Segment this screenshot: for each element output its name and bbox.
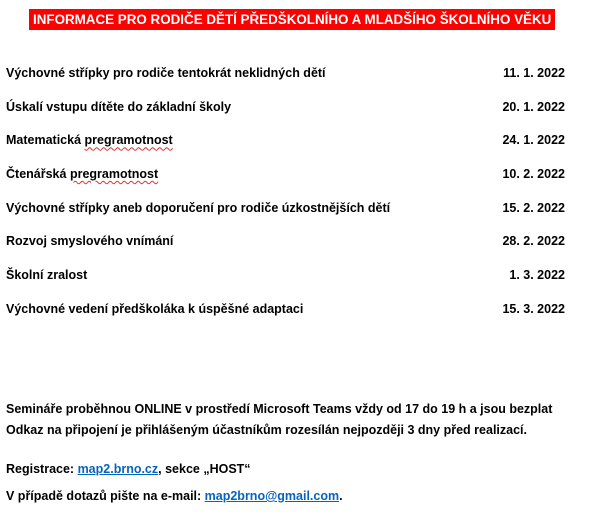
- seminar-date: 10. 2. 2022: [502, 167, 565, 182]
- info-paragraph: [6, 399, 600, 441]
- seminar-date: 15. 2. 2022: [502, 200, 565, 215]
- seminar-topic: Výchovné střípky aneb doporučení pro rodiče úzkostnějších dětí: [6, 200, 391, 215]
- registration-label: Registrace:: [6, 462, 78, 476]
- spellcheck-flagged-word: pregramotnost: [84, 133, 173, 148]
- info-line: Semináře proběhnou ONLINE v prostředí Microsoft Teams vždy od 17 do 19 h a jsou bezplat: [6, 402, 553, 416]
- info-line: Odkaz na připojení je přihlášeným účastníkům rozesílán nejpozději 3 dny před realizací.: [6, 423, 527, 437]
- seminar-row: [0, 232, 600, 266]
- seminar-topic: Úskalí vstupu dítěte do základní školy: [6, 99, 232, 114]
- seminar-date: 20. 1. 2022: [502, 99, 565, 114]
- seminar-topic: Výchovné střípky pro rodiče tentokrát neklidných dětí: [6, 66, 326, 80]
- seminar-row: [0, 131, 600, 165]
- seminar-topic: Školní zralost: [6, 268, 88, 283]
- seminar-topic: Rozvoj smyslového vnímání: [6, 234, 174, 249]
- seminar-date: 15. 3. 2022: [502, 301, 565, 316]
- registration-suffix: , sekce „HOST“: [158, 462, 251, 476]
- spellcheck-flagged-word: pregramotnost: [69, 167, 159, 182]
- seminar-date: 24. 1. 2022: [502, 133, 565, 148]
- seminar-row: [0, 199, 600, 233]
- page-title: INFORMACE PRO RODIČE DĚTÍ PŘEDŠKOLNÍHO A MLADŠÍHO ŠKOLNÍHO VĚKU: [29, 9, 555, 30]
- seminar-row: [0, 64, 600, 98]
- seminar-topic-prefix: Matematická: [6, 133, 85, 148]
- seminar-list: [0, 64, 600, 334]
- contact-label: V případě dotazů pište na e-mail:: [6, 489, 205, 503]
- seminar-topic: Výchovné vedení předškoláka k úspěšné adaptaci: [6, 301, 304, 316]
- seminar-topic-prefix: Čtenářská: [6, 167, 70, 182]
- seminar-topic: [6, 165, 158, 183]
- seminar-row: [0, 266, 600, 300]
- contact-line: [6, 487, 343, 505]
- registration-line: [6, 460, 251, 478]
- registration-link[interactable]: map2.brno.cz: [77, 462, 159, 476]
- seminar-row: [0, 98, 600, 132]
- seminar-topic: [6, 131, 173, 149]
- contact-suffix: .: [339, 489, 343, 503]
- seminar-date: 28. 2. 2022: [502, 234, 565, 249]
- seminar-date: 11. 1. 2022: [503, 66, 565, 80]
- seminar-date: 1. 3. 2022: [509, 268, 565, 283]
- contact-email-link[interactable]: map2brno@gmail.com: [204, 489, 340, 503]
- seminar-row: [0, 300, 600, 334]
- seminar-row: [0, 165, 600, 199]
